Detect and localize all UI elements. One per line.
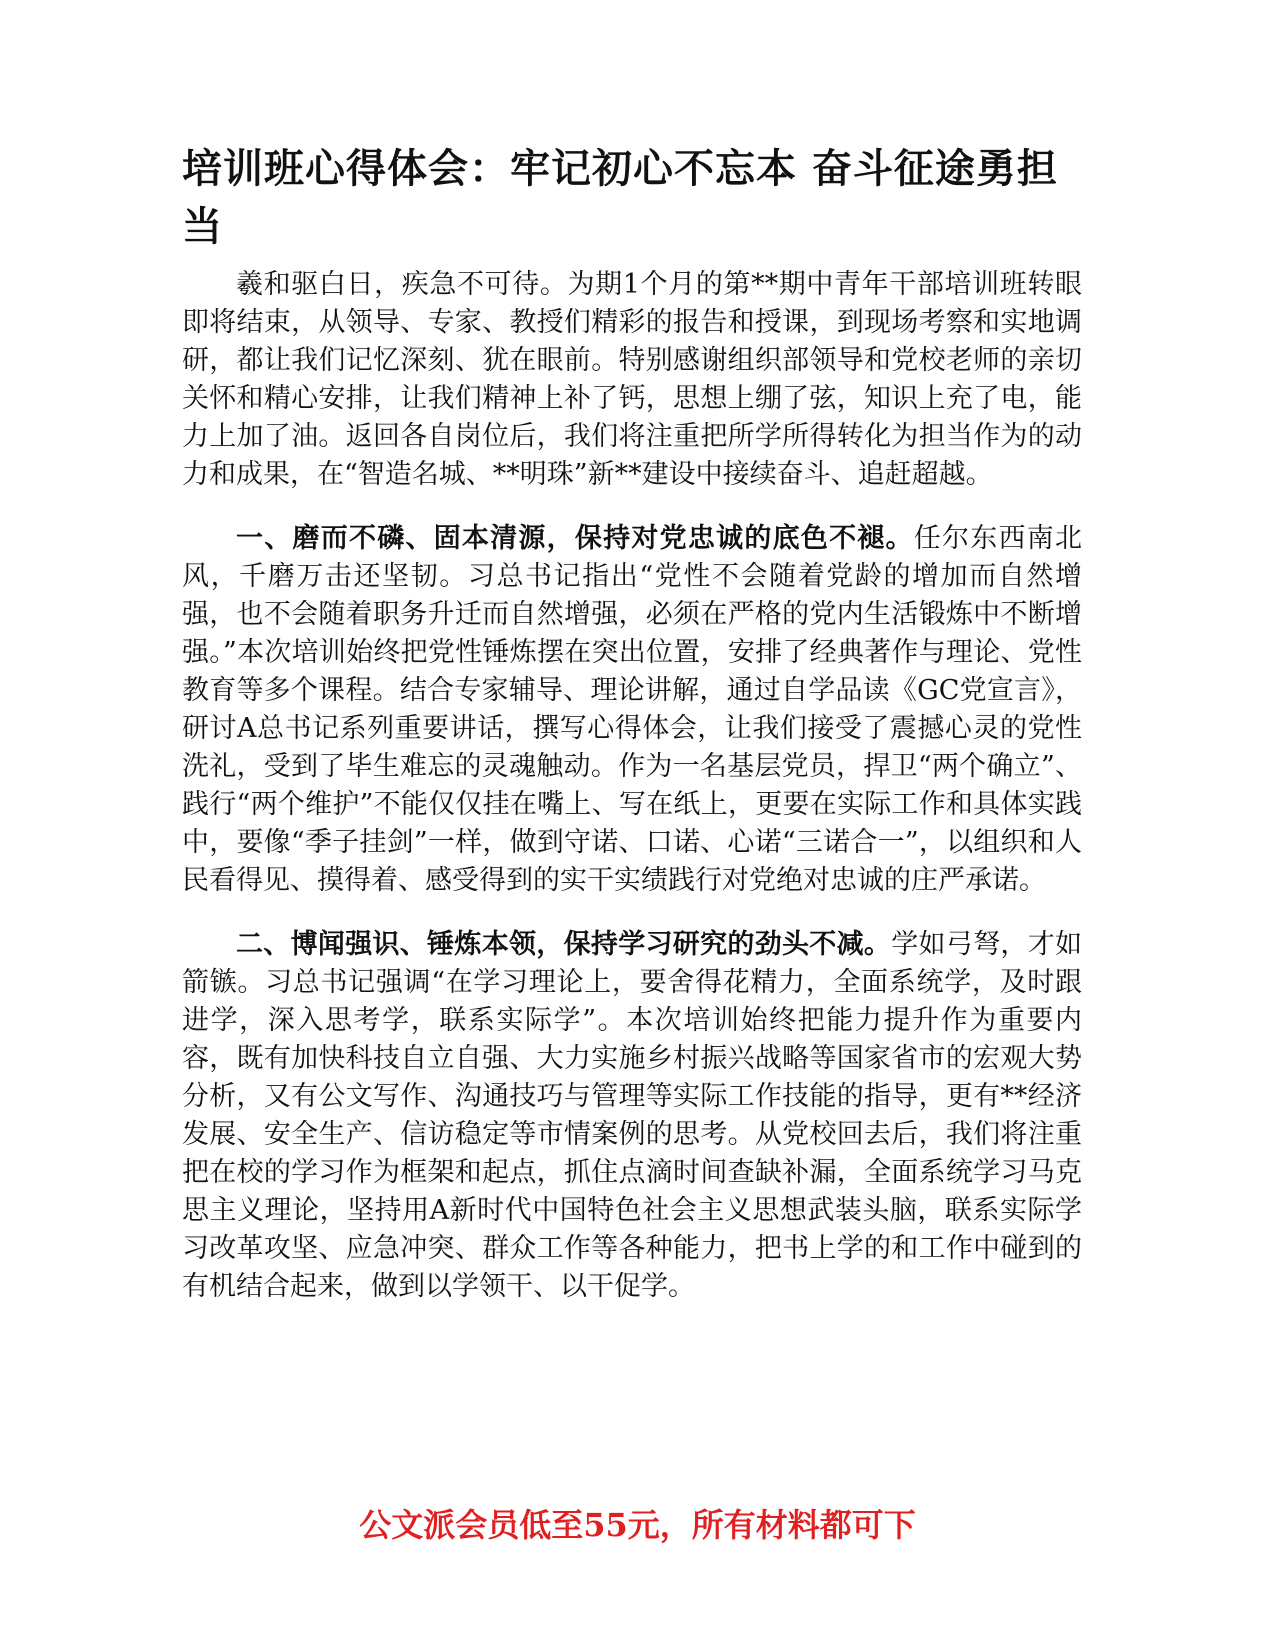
document-page xyxy=(182,140,1082,1332)
section-heading-1: 一、磨而不磷、固本清源，保持对党忠诚的底色不褪。 xyxy=(236,523,914,554)
section-paragraph-2 xyxy=(182,926,1082,1306)
promo-banner: 公文派会员低至55元，所有材料都可下 xyxy=(359,1506,916,1544)
section-body-1: 任尔东西南北风，千磨万击还坚韧。习总书记指出“党性不会随着党龄的增加而自然增强，也不会随着职务升迁而自然增强，必须在严格的党内生活锻炼中不断增强。”本次培训始终把党性锤炼摆在突出位置，安排了经典著作与理论、党性教育等多个课程。结合专家辅导、理论讲解，通过自学品读《GC党宣言》，研讨A总书记系列重要讲话，撰写心得体会，让我们接受了震撼心灵的党性洗礼，受到了毕生难忘的灵魂触动。作为一名基层党员，捍卫“两个确立”、践行“两个维护”不能仅仅挂在嘴上、写在纸上，更要在实际工作和具体实践中，要像“季子挂剑”一样，做到守诺、口诺、心诺“三诺合一”，以组织和人民看得见、摸得着、感受得到的实干实绩践行对党绝对忠诚的庄严承诺。 xyxy=(182,523,1083,896)
section-heading-2: 二、博闻强识、锤炼本领，保持学习研究的劲头不减。 xyxy=(236,929,892,960)
document-title: 培训班心得体会：牢记初心不忘本 奋斗征途勇担当 xyxy=(182,146,1058,250)
section-paragraph-1 xyxy=(182,520,1082,900)
section-body-2: 学如弓弩，才如箭镞。习总书记强调“在学习理论上，要舍得花精力，全面系统学，及时跟进学，深入思考学，联系实际学”。本次培训始终把能力提升作为重要内容，既有加快科技自立自强、大力实施乡村振兴战略等国家省市的宏观大势分析，又有公文写作、沟通技巧与管理等实际工作技能的指导，更有**经济发展、安全生产、信访稳定等市情案例的思考。从党校回去后，我们将注重把在校的学习作为框架和起点，抓住点滴时间查缺补漏，全面系统学习马克思主义理论，坚持用A新时代中国特色社会主义思想武装头脑，联系实际学习改革攻坚、应急冲突、群众工作等各种能力，把书上学的和工作中碰到的有机结合起来，做到以学领干、以干促学。 xyxy=(182,929,1083,1302)
intro-paragraph: 羲和驱白日，疾急不可待。为期1个月的第**期中青年干部培训班转眼即将结束，从领导、专家、教授们精彩的报告和授课，到现场考察和实地调研，都让我们记忆深刻、犹在眼前。特别感谢组织部领导和党校老师的亲切关怀和精心安排，让我们精神上补了钙，思想上绷了弦，知识上充了电，能力上加了油。返回各自岗位后，我们将注重把所学所得转化为担当作为的动力和成果，在“智造名城、**明珠”新**建设中接续奋斗、追赶超越。 xyxy=(182,269,1082,490)
